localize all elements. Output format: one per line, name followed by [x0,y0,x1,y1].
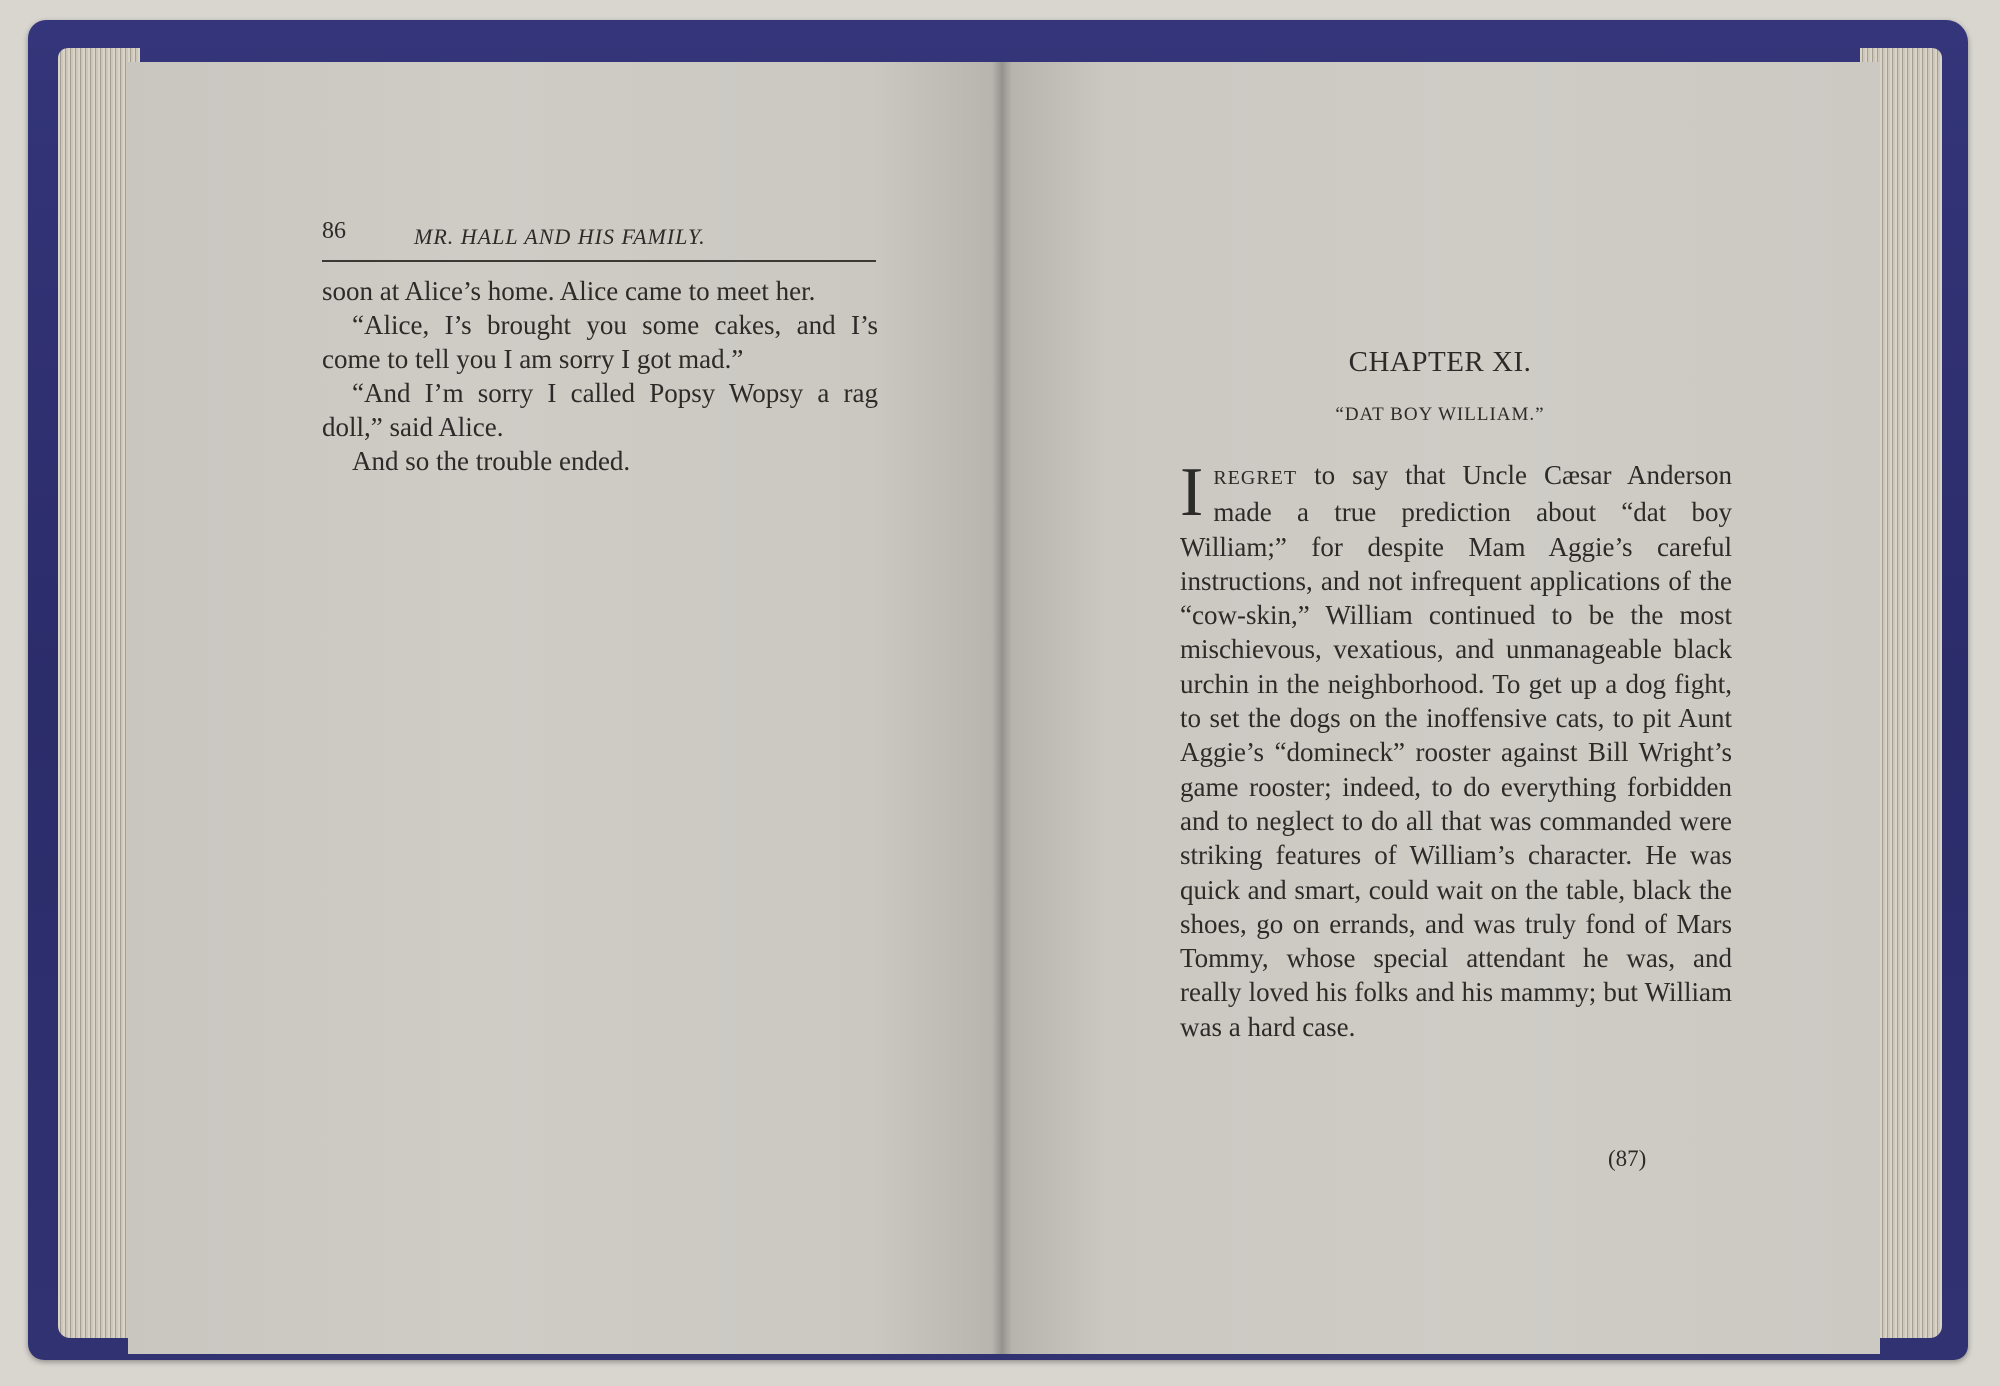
page-number: 86 [322,218,346,244]
chapter-body [1180,454,1732,1044]
chapter-paragraph [1180,454,1732,1044]
paragraph: “Alice, I’s brought you some cakes, and I’s come to tell you I am sorry I got mad.” [322,310,878,374]
opening-smallcaps: REGRET [1213,467,1298,489]
page-folio: (87) [1608,1146,1647,1171]
chapter-title: CHAPTER XI. [1348,346,1532,378]
running-head [322,218,876,264]
left-page-text [322,274,878,478]
chapter-subtitle: “DAT BOY WILLIAM.” [1335,404,1545,425]
paragraph: And so the trouble ended. [352,446,631,476]
running-title: MR. HALL AND HIS FAMILY. [414,224,706,249]
book-gutter [992,62,1012,1354]
paragraph: soon at Alice’s home. Alice came to meet her. [322,276,816,306]
drop-cap: I [1180,454,1204,531]
chapter-text: to say that Uncle Cæsar Anderson made a true prediction about “dat boy William;” for despite Mam Aggie’s careful instructions, and not infrequent applications of the “cow-skin,” William continued to be the most mischievous, vexatious, and unmanageable black urchin in the neighborhood. To get up a dog fight, to set the dogs on the inoffensive cats, to pit Aunt Aggie’s “domineck” rooster against Bill Wright’s game rooster; indeed, to do everything forbidden and to neglect to do all that was commanded were striking features of William’s character. He was quick and smart, could wait on the table, black the shoes, go on errands, and was truly fond of Mars Tommy, whose special attendant he was, and really loved his folks and his mammy; but William was a hard case. [1180,460,1732,1042]
paragraph: “And I’m sorry I called Popsy Wopsy a rag doll,” said Alice. [322,378,878,442]
header-rule [322,260,876,262]
